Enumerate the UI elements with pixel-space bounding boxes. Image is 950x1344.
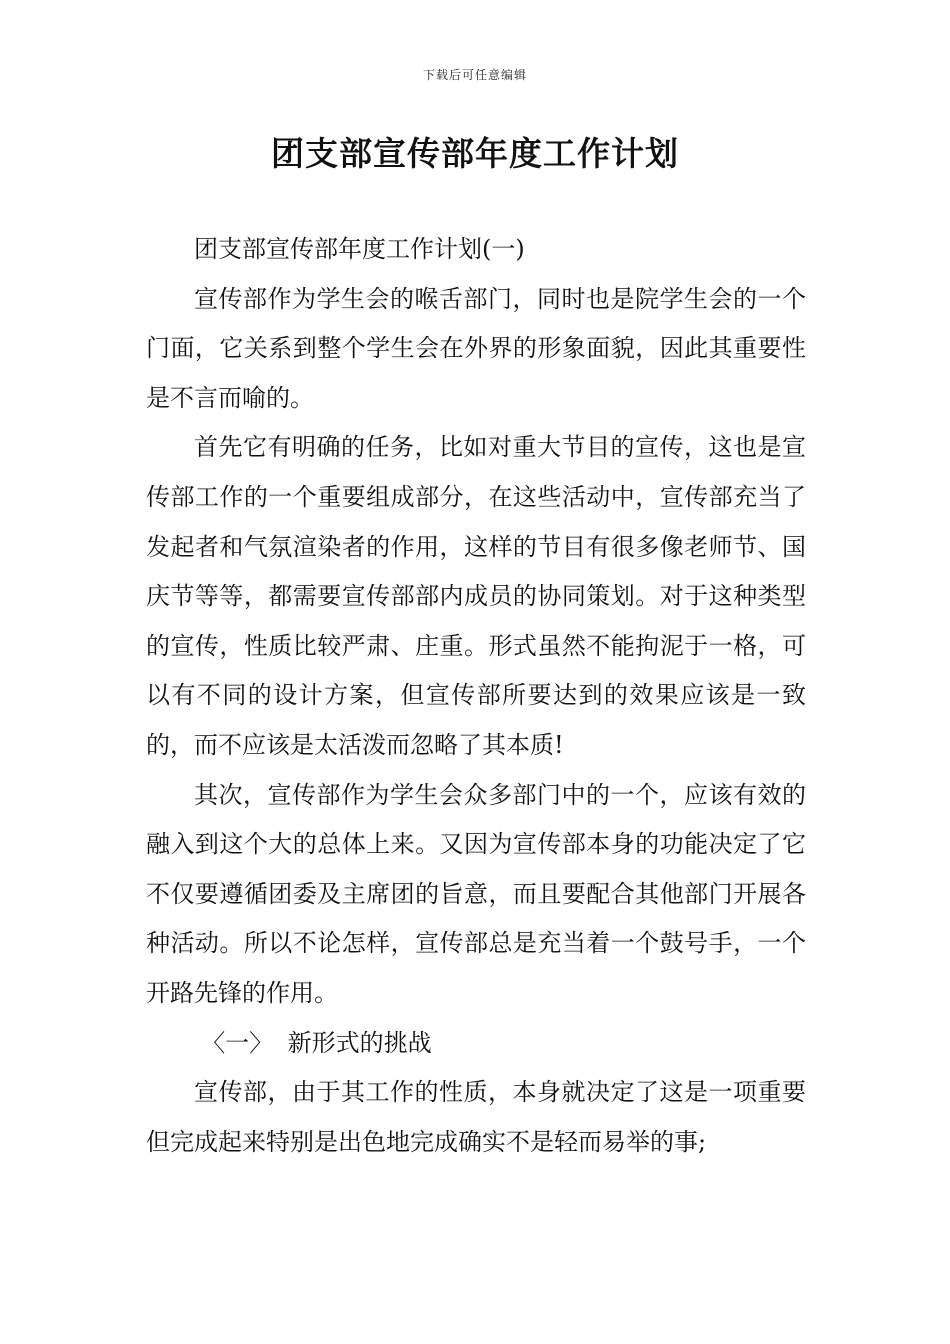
- document-title: 团支部宣传部年度工作计划: [271, 134, 679, 173]
- paragraph: 首先它有明确的任务，比如对重大节目的宣传，这也是宣传部工作的一个重要组成部分，在这些活动中，宣传部充当了发起者和气氛渲染者的作用，这样的节目有很多像老师节、国庆节等等，都需要宣传部部内成员的协同策划。对于这种类型的宣传，性质比较严肃、庄重。形式虽然不能拘泥于一格，可以有不同的设计方案，但宣传部所要达到的效果应该是一致的，而不应该是太活泼而忽略了其本质!: [146, 433, 806, 759]
- section-heading-text: 新形式的挑战: [287, 1028, 432, 1057]
- document-body: [146, 225, 806, 1167]
- section-heading: [146, 1019, 806, 1069]
- header-note: 下载后可任意编辑: [422, 68, 527, 82]
- paragraph: 宣传部作为学生会的喉舌部门，同时也是院学生会的一个门面，它关系到整个学生会在外界的形象面貌，因此其重要性是不言而喻的。: [146, 284, 806, 412]
- paragraph-subtitle: 团支部宣传部年度工作计划(一): [194, 235, 525, 263]
- section-number: 〈一〉: [201, 1028, 274, 1057]
- paragraph: 其次，宣传部作为学生会众多部门中的一个，应该有效的融入到这个大的总体上来。又因为宣传部本身的功能决定了它不仅要遵循团委及主席团的旨意，而且要配合其他部门开展各种活动。所以不论怎样，宣传部总是充当着一个鼓号手，一个开路先锋的作用。: [146, 780, 806, 1007]
- paragraph: 宣传部，由于其工作的性质，本身就决定了这是一项重要但完成起来特别是出色地完成确实不是轻而易举的事;: [146, 1078, 806, 1156]
